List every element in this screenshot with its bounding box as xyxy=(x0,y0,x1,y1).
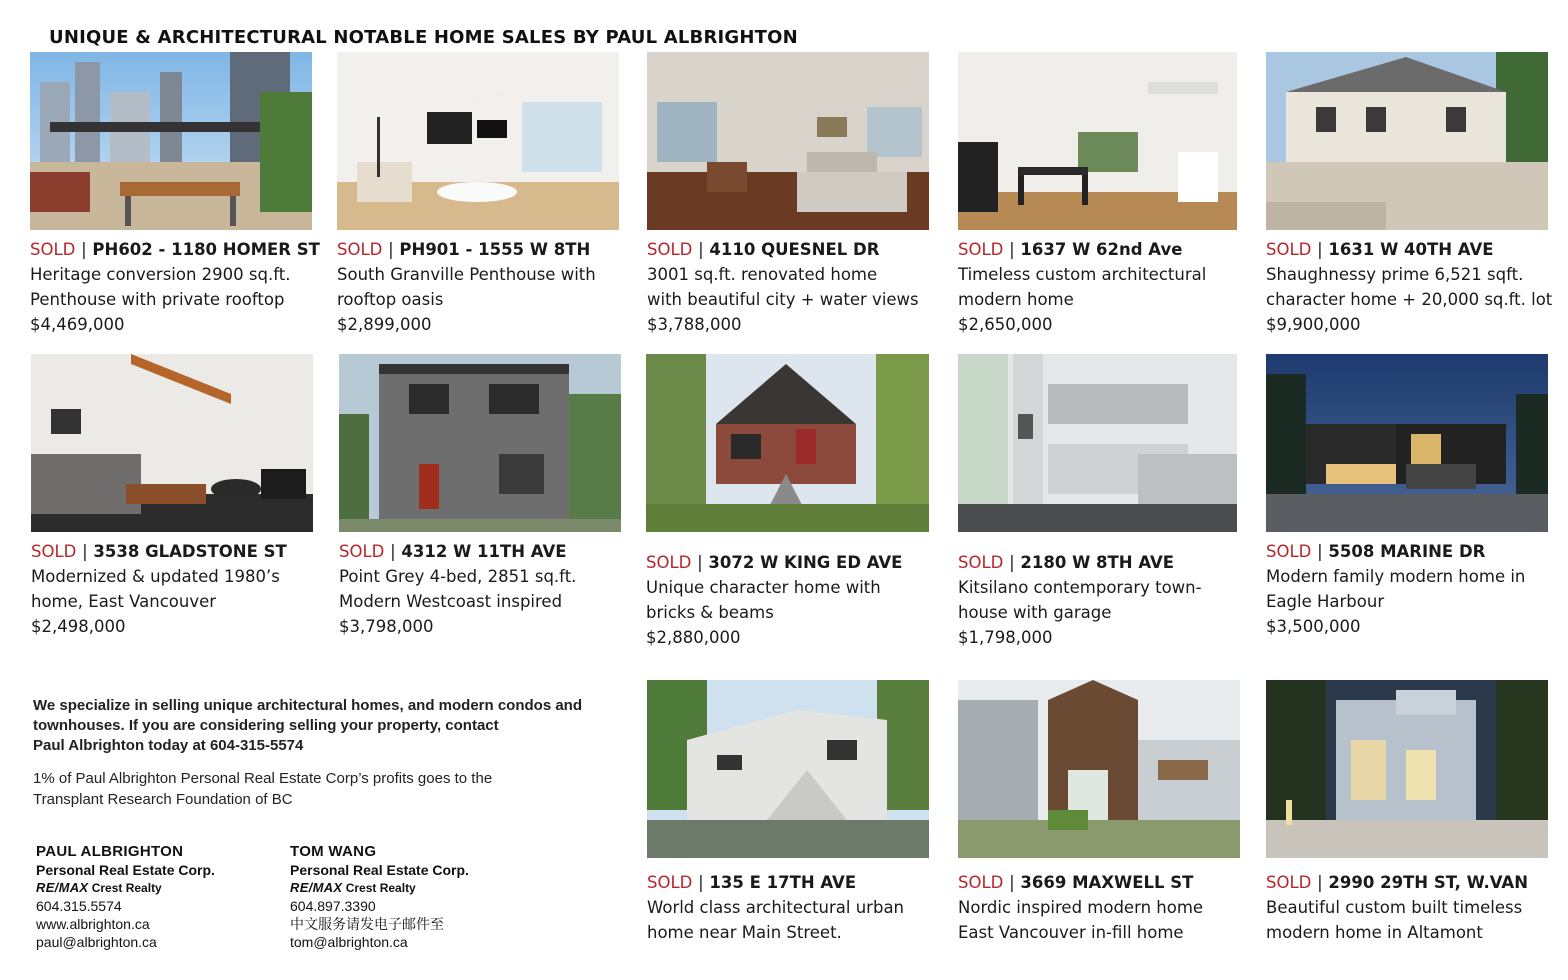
listing-card[interactable] xyxy=(958,680,1240,945)
listing-address: 4312 W 11TH AVE xyxy=(401,542,567,561)
listing-description: house with garage xyxy=(958,603,1112,622)
agent-chinese-service-note: 中文服务请发电子邮件至 xyxy=(290,916,444,932)
separator: | xyxy=(1317,240,1323,259)
listing-card[interactable] xyxy=(339,354,621,639)
listing-address: 5508 MARINE DR xyxy=(1328,542,1486,561)
listing-description: Unique character home with xyxy=(646,578,881,597)
listing-card[interactable] xyxy=(337,52,619,337)
separator: | xyxy=(82,542,88,561)
separator: | xyxy=(1317,873,1323,892)
listing-card[interactable] xyxy=(1266,680,1548,945)
listing-address: PH602 - 1180 HOMER ST xyxy=(92,240,320,259)
listing-description: Heritage conversion 2900 sq.ft. xyxy=(30,265,291,284)
listing-card[interactable] xyxy=(647,52,929,337)
separator: | xyxy=(698,873,704,892)
separator: | xyxy=(698,240,704,259)
promo-statement xyxy=(33,696,623,756)
westcoast-house-exterior-photo xyxy=(339,354,621,532)
listing-price: $3,788,000 xyxy=(647,315,742,334)
listing-description: Nordic inspired modern home xyxy=(958,898,1204,917)
penthouse-living-room-photo xyxy=(337,52,619,230)
listing-address: 3538 GLADSTONE ST xyxy=(93,542,287,561)
listing-address: 2180 W 8TH AVE xyxy=(1020,553,1175,572)
separator: | xyxy=(697,553,703,572)
charity-line: Transplant Research Foundation of BC xyxy=(33,791,293,808)
listing-description: modern home in Altamont xyxy=(1266,923,1483,942)
listing-description: Eagle Harbour xyxy=(1266,592,1385,611)
sold-status: SOLD xyxy=(339,542,385,561)
updated-living-room-photo xyxy=(31,354,313,532)
sold-status: SOLD xyxy=(958,240,1004,259)
listing-description: home, East Vancouver xyxy=(31,592,217,611)
listing-address: PH901 - 1555 W 8TH xyxy=(399,240,591,259)
listing-description: rooftop oasis xyxy=(337,290,444,309)
listing-description: modern home xyxy=(958,290,1074,309)
separator: | xyxy=(388,240,394,259)
listing-address: 3669 MAXWELL ST xyxy=(1020,873,1194,892)
listing-address: 1631 W 40TH AVE xyxy=(1328,240,1494,259)
contemporary-kitchen-photo xyxy=(958,354,1237,532)
sold-status: SOLD xyxy=(958,873,1004,892)
listing-card[interactable] xyxy=(31,354,313,639)
altamont-modern-home-photo xyxy=(1266,680,1548,858)
tudor-character-home-photo xyxy=(646,354,929,532)
agent-name: TOM WANG xyxy=(290,843,377,860)
remax-logo: RE/MAX xyxy=(36,880,89,895)
character-home-patio-photo xyxy=(1266,52,1548,230)
agent-contact-tom xyxy=(290,843,469,951)
separator: | xyxy=(1009,873,1015,892)
agent-website[interactable]: www.albrighton.ca xyxy=(36,916,150,932)
listing-card[interactable] xyxy=(1266,354,1548,639)
listing-card[interactable] xyxy=(646,354,929,650)
modern-home-dusk-photo xyxy=(1266,354,1548,532)
remax-logo: RE/MAX xyxy=(290,880,343,895)
charity-line: 1% of Paul Albrighton Personal Real Estate Corp’s profits goes to the xyxy=(33,770,493,787)
sold-status: SOLD xyxy=(1266,240,1312,259)
listing-description: bricks & beams xyxy=(646,603,774,622)
listing-card[interactable] xyxy=(958,52,1237,337)
brokerage-name: Crest Realty xyxy=(91,881,162,895)
nordic-infill-home-photo xyxy=(958,680,1240,858)
listing-description: 3001 sq.ft. renovated home xyxy=(647,265,878,284)
listing-description: Point Grey 4-bed, 2851 sq.ft. xyxy=(339,567,577,586)
listing-description: East Vancouver in-fill home xyxy=(958,923,1184,942)
separator: | xyxy=(1317,542,1323,561)
sold-status: SOLD xyxy=(647,240,693,259)
listing-address: 2990 29TH ST, W.VAN xyxy=(1328,873,1529,892)
sold-status: SOLD xyxy=(337,240,383,259)
brokerage xyxy=(36,879,215,897)
sold-status: SOLD xyxy=(646,553,692,572)
sold-status: SOLD xyxy=(1266,542,1312,561)
listing-address: 1637 W 62nd Ave xyxy=(1020,240,1183,259)
listing-price: $2,899,000 xyxy=(337,315,432,334)
sold-status: SOLD xyxy=(30,240,76,259)
agent-phone[interactable]: 604.897.3390 xyxy=(290,898,376,914)
charity-statement xyxy=(33,768,623,810)
rooftop-patio-photo xyxy=(30,52,312,230)
listing-price: $3,500,000 xyxy=(1266,617,1361,636)
listing-description: Kitsilano contemporary town- xyxy=(958,578,1202,597)
agent-phone[interactable]: 604.315.5574 xyxy=(36,898,122,914)
agent-name: PAUL ALBRIGHTON xyxy=(36,843,184,860)
listing-price: $2,650,000 xyxy=(958,315,1053,334)
page-title: UNIQUE & ARCHITECTURAL NOTABLE HOME SALES BY PAUL ALBRIGHTON xyxy=(49,27,798,48)
listing-description: character home + 20,000 sq.ft. lot xyxy=(1266,290,1553,309)
sold-status: SOLD xyxy=(647,873,693,892)
brokerage-name: Crest Realty xyxy=(345,881,416,895)
listing-description: Modern family modern home in xyxy=(1266,567,1526,586)
listing-description: World class architectural urban xyxy=(647,898,905,917)
agent-corp: Personal Real Estate Corp. xyxy=(36,862,215,878)
agent-contact-paul xyxy=(36,843,215,951)
listing-price: $9,900,000 xyxy=(1266,315,1361,334)
listing-card[interactable] xyxy=(647,680,929,945)
sold-status: SOLD xyxy=(31,542,77,561)
listing-price: $1,798,000 xyxy=(958,628,1053,647)
listing-card[interactable] xyxy=(30,52,320,337)
listing-price: $3,798,000 xyxy=(339,617,434,636)
separator: | xyxy=(1009,553,1015,572)
brokerage xyxy=(290,879,469,897)
listing-description: Timeless custom architectural xyxy=(958,265,1207,284)
promo-line: We specialize in selling unique architectural homes, and modern condos and xyxy=(33,697,583,714)
agent-corp: Personal Real Estate Corp. xyxy=(290,862,469,878)
listing-card[interactable] xyxy=(958,354,1237,650)
listing-description: Modernized & updated 1980’s xyxy=(31,567,280,586)
renovated-living-room-photo xyxy=(647,52,929,230)
listing-description: home near Main Street. xyxy=(647,923,842,942)
listing-description: Penthouse with private rooftop xyxy=(30,290,285,309)
sold-status: SOLD xyxy=(1266,873,1312,892)
urban-architectural-home-photo xyxy=(647,680,929,858)
listing-address: 4110 QUESNEL DR xyxy=(709,240,880,259)
promo-line: townhouses. If you are considering selling your property, contact xyxy=(33,717,499,734)
sold-status: SOLD xyxy=(958,553,1004,572)
separator: | xyxy=(1009,240,1015,259)
modern-dining-room-photo xyxy=(958,52,1237,230)
agent-email[interactable]: tom@albrighton.ca xyxy=(290,934,408,950)
listing-price: $4,469,000 xyxy=(30,315,125,334)
listing-description: South Granville Penthouse with xyxy=(337,265,596,284)
separator: | xyxy=(81,240,87,259)
listing-description: Shaughnessy prime 6,521 sqft. xyxy=(1266,265,1524,284)
separator: | xyxy=(390,542,396,561)
listing-card[interactable] xyxy=(1266,52,1553,337)
listing-description: with beautiful city + water views xyxy=(647,290,919,309)
promo-line: Paul Albrighton today at 604-315-5574 xyxy=(33,737,304,754)
agent-email[interactable]: paul@albrighton.ca xyxy=(36,934,157,950)
listing-price: $2,498,000 xyxy=(31,617,126,636)
listing-description: Beautiful custom built timeless xyxy=(1266,898,1523,917)
listing-price: $2,880,000 xyxy=(646,628,741,647)
listing-description: Modern Westcoast inspired xyxy=(339,592,563,611)
listing-address: 3072 W KING ED AVE xyxy=(708,553,903,572)
listing-address: 135 E 17TH AVE xyxy=(709,873,857,892)
